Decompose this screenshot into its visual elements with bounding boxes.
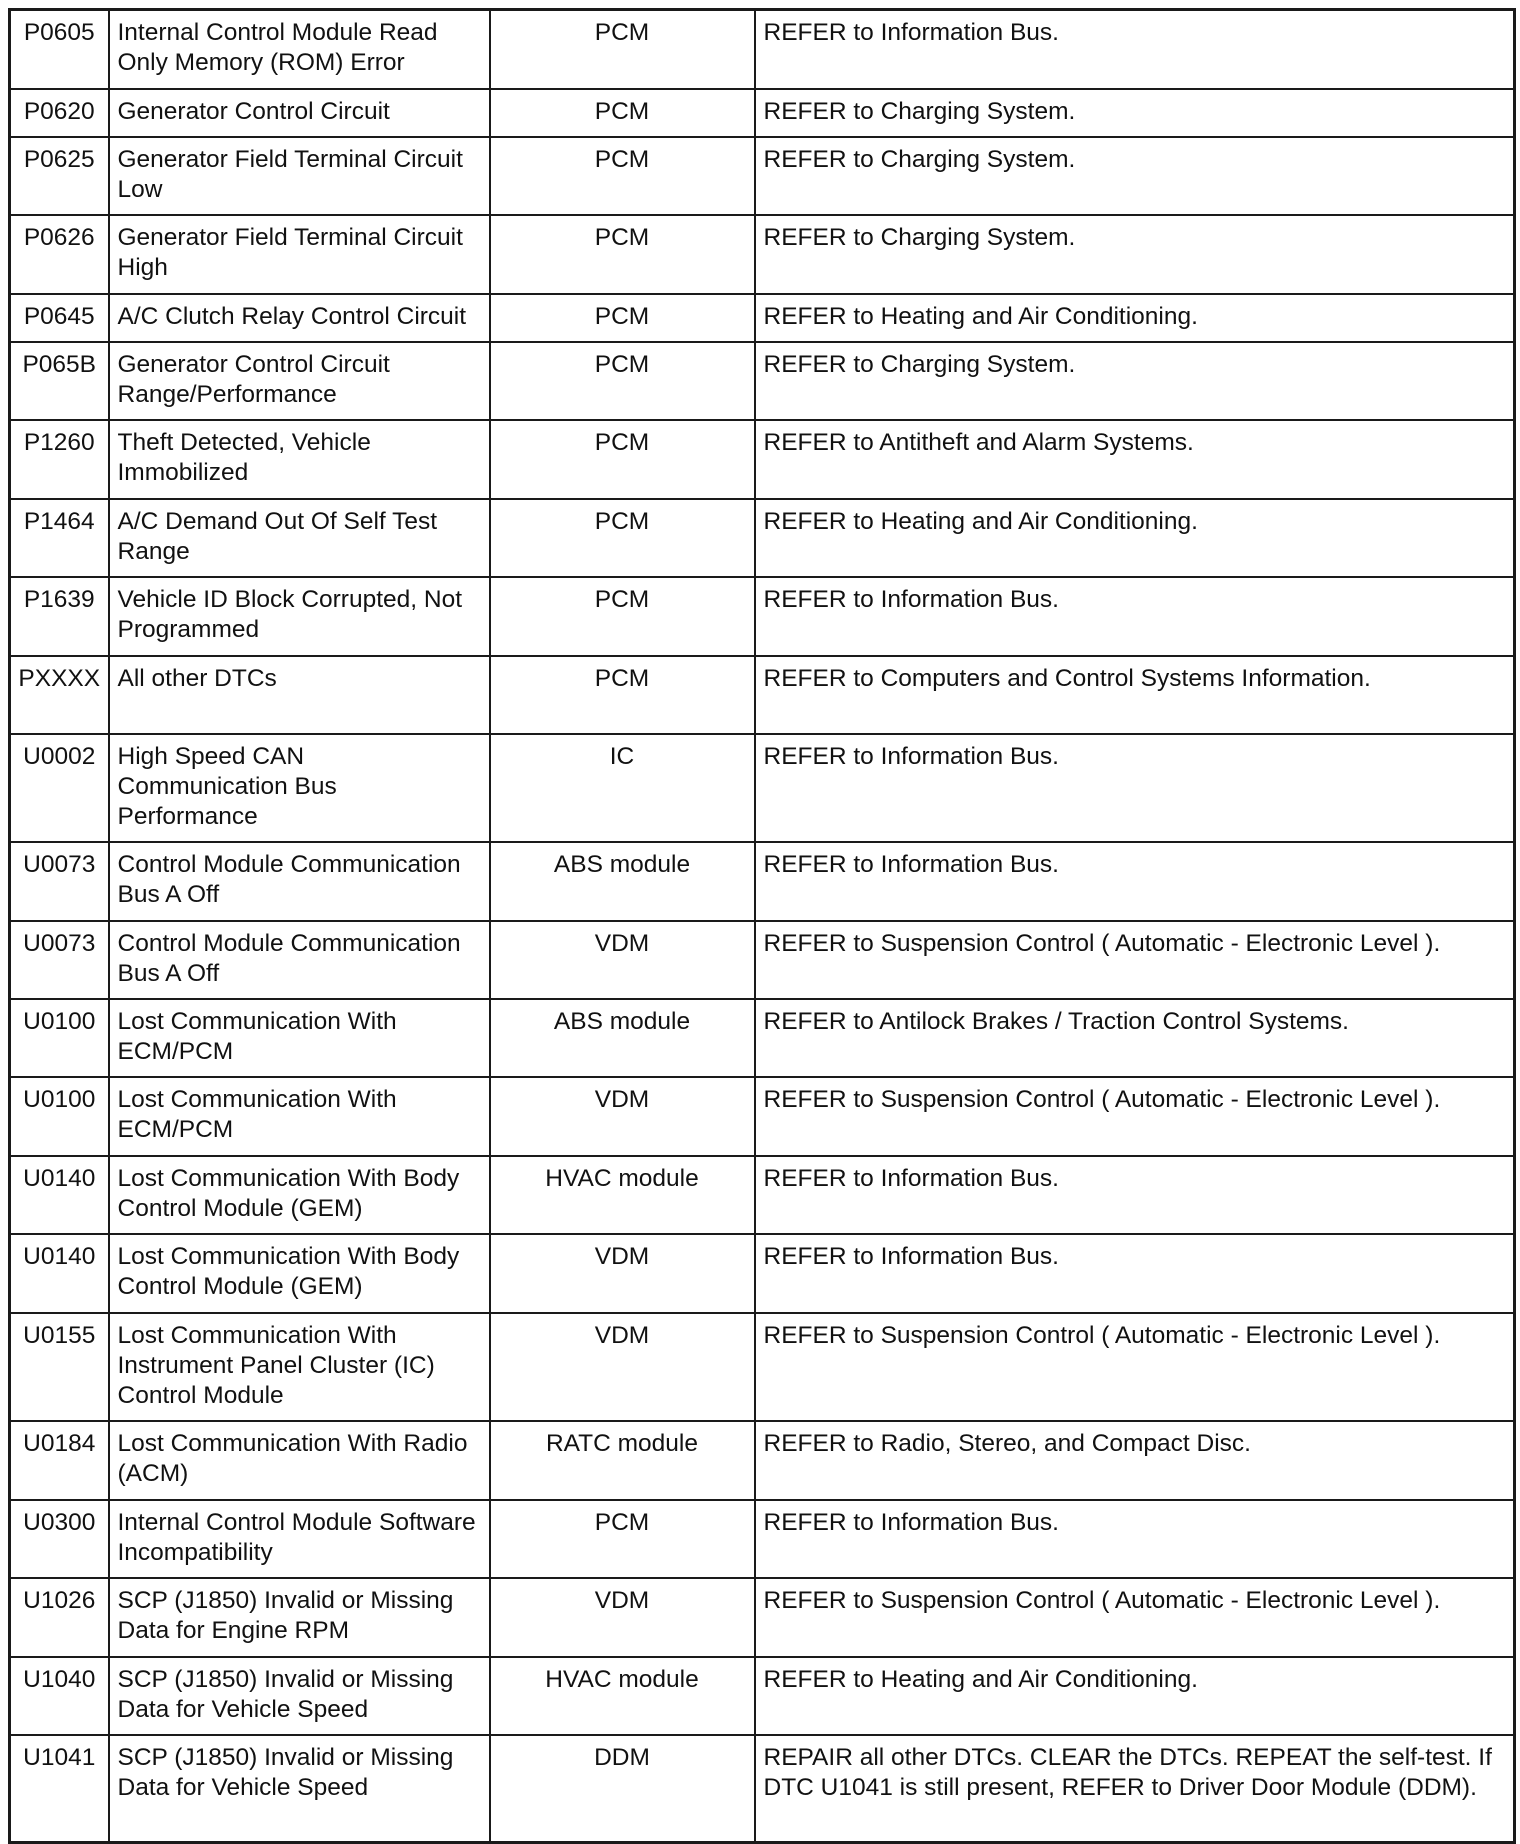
dtc-code: P1464 — [10, 499, 109, 577]
dtc-action: REFER to Heating and Air Conditioning. — [755, 499, 1515, 577]
dtc-module: PCM — [490, 420, 755, 499]
table-row — [10, 215, 1515, 294]
dtc-action: REFER to Heating and Air Conditioning. — [755, 1657, 1515, 1735]
dtc-module: PCM — [490, 215, 755, 294]
dtc-code: PXXXX — [10, 656, 109, 734]
dtc-description: Lost Communication With Instrument Panel Cluster (IC) Control Module — [109, 1313, 490, 1421]
dtc-action: REFER to Heating and Air Conditioning. — [755, 294, 1515, 342]
dtc-description: Internal Control Module Software Incompatibility — [109, 1500, 490, 1578]
dtc-description: Generator Field Terminal Circuit Low — [109, 137, 490, 215]
dtc-description: Lost Communication With Radio (ACM) — [109, 1421, 490, 1500]
dtc-module: IC — [490, 734, 755, 842]
dtc-code: P0625 — [10, 137, 109, 215]
dtc-description: Generator Control Circuit — [109, 89, 490, 137]
dtc-description: Vehicle ID Block Corrupted, Not Programmed — [109, 577, 490, 656]
table-row — [10, 1657, 1515, 1735]
dtc-description: Lost Communication With ECM/PCM — [109, 1077, 490, 1156]
dtc-description: High Speed CAN Communication Bus Performance — [109, 734, 490, 842]
dtc-code: U0073 — [10, 921, 109, 999]
dtc-module: VDM — [490, 1578, 755, 1657]
dtc-module: PCM — [490, 137, 755, 215]
dtc-action: REFER to Suspension Control ( Automatic - Electronic Level ). — [755, 1578, 1515, 1657]
table-row — [10, 342, 1515, 420]
dtc-code: U0073 — [10, 842, 109, 921]
dtc-page — [8, 8, 1513, 1844]
dtc-code: U0002 — [10, 734, 109, 842]
dtc-code: U0100 — [10, 1077, 109, 1156]
table-row — [10, 842, 1515, 921]
table-row — [10, 89, 1515, 137]
dtc-module: HVAC module — [490, 1657, 755, 1735]
dtc-description: All other DTCs — [109, 656, 490, 734]
table-row — [10, 294, 1515, 342]
dtc-description: SCP (J1850) Invalid or Missing Data for Engine RPM — [109, 1578, 490, 1657]
dtc-code: U0140 — [10, 1156, 109, 1234]
dtc-description: Internal Control Module Read Only Memory (ROM) Error — [109, 10, 490, 89]
dtc-description: Generator Control Circuit Range/Performance — [109, 342, 490, 420]
table-row — [10, 656, 1515, 734]
dtc-module: RATC module — [490, 1421, 755, 1500]
table-row — [10, 1421, 1515, 1500]
dtc-module: VDM — [490, 1313, 755, 1421]
dtc-code: U0300 — [10, 1500, 109, 1578]
table-row — [10, 10, 1515, 89]
dtc-code: P1260 — [10, 420, 109, 499]
dtc-code: U0100 — [10, 999, 109, 1077]
dtc-action: REPAIR all other DTCs. CLEAR the DTCs. REPEAT the self-test. If DTC U1041 is still present, REFER to Driver Door Module (DDM). — [755, 1735, 1515, 1843]
dtc-description: SCP (J1850) Invalid or Missing Data for Vehicle Speed — [109, 1735, 490, 1843]
dtc-code: U0155 — [10, 1313, 109, 1421]
dtc-code: U0184 — [10, 1421, 109, 1500]
dtc-table — [8, 8, 1516, 1844]
dtc-module: PCM — [490, 499, 755, 577]
dtc-module: PCM — [490, 10, 755, 89]
dtc-description: A/C Clutch Relay Control Circuit — [109, 294, 490, 342]
dtc-action: REFER to Charging System. — [755, 89, 1515, 137]
table-row — [10, 1313, 1515, 1421]
dtc-code: P0645 — [10, 294, 109, 342]
dtc-action: REFER to Suspension Control ( Automatic - Electronic Level ). — [755, 1077, 1515, 1156]
dtc-description: Theft Detected, Vehicle Immobilized — [109, 420, 490, 499]
table-row — [10, 921, 1515, 999]
table-row — [10, 1077, 1515, 1156]
dtc-module: PCM — [490, 577, 755, 656]
dtc-action: REFER to Information Bus. — [755, 1500, 1515, 1578]
dtc-code: P0626 — [10, 215, 109, 294]
dtc-action: REFER to Information Bus. — [755, 1234, 1515, 1313]
table-row — [10, 420, 1515, 499]
dtc-module: VDM — [490, 1234, 755, 1313]
dtc-code: P0620 — [10, 89, 109, 137]
table-row — [10, 577, 1515, 656]
table-row — [10, 734, 1515, 842]
dtc-description: Lost Communication With Body Control Module (GEM) — [109, 1156, 490, 1234]
dtc-code: P0605 — [10, 10, 109, 89]
dtc-action: REFER to Antilock Brakes / Traction Control Systems. — [755, 999, 1515, 1077]
dtc-action: REFER to Charging System. — [755, 342, 1515, 420]
table-row — [10, 1735, 1515, 1843]
dtc-description: Lost Communication With ECM/PCM — [109, 999, 490, 1077]
dtc-description: Generator Field Terminal Circuit High — [109, 215, 490, 294]
dtc-module: ABS module — [490, 999, 755, 1077]
dtc-action: REFER to Suspension Control ( Automatic - Electronic Level ). — [755, 921, 1515, 999]
dtc-table-body — [10, 10, 1515, 1843]
dtc-description: SCP (J1850) Invalid or Missing Data for Vehicle Speed — [109, 1657, 490, 1735]
dtc-module: VDM — [490, 1077, 755, 1156]
table-row — [10, 1500, 1515, 1578]
dtc-action: REFER to Antitheft and Alarm Systems. — [755, 420, 1515, 499]
dtc-description: A/C Demand Out Of Self Test Range — [109, 499, 490, 577]
dtc-action: REFER to Information Bus. — [755, 842, 1515, 921]
dtc-code: U1026 — [10, 1578, 109, 1657]
dtc-module: DDM — [490, 1735, 755, 1843]
dtc-code: U1040 — [10, 1657, 109, 1735]
dtc-code: P1639 — [10, 577, 109, 656]
dtc-action: REFER to Information Bus. — [755, 734, 1515, 842]
dtc-description: Control Module Communication Bus A Off — [109, 921, 490, 999]
dtc-module: PCM — [490, 656, 755, 734]
dtc-module: HVAC module — [490, 1156, 755, 1234]
table-row — [10, 1578, 1515, 1657]
dtc-code: P065B — [10, 342, 109, 420]
dtc-description: Lost Communication With Body Control Module (GEM) — [109, 1234, 490, 1313]
table-row — [10, 999, 1515, 1077]
dtc-action: REFER to Charging System. — [755, 215, 1515, 294]
dtc-module: PCM — [490, 1500, 755, 1578]
dtc-action: REFER to Computers and Control Systems Information. — [755, 656, 1515, 734]
dtc-code: U1041 — [10, 1735, 109, 1843]
table-row — [10, 1234, 1515, 1313]
table-row — [10, 137, 1515, 215]
dtc-module: PCM — [490, 342, 755, 420]
dtc-module: VDM — [490, 921, 755, 999]
dtc-action: REFER to Suspension Control ( Automatic - Electronic Level ). — [755, 1313, 1515, 1421]
dtc-module: PCM — [490, 294, 755, 342]
dtc-module: ABS module — [490, 842, 755, 921]
table-row — [10, 499, 1515, 577]
dtc-action: REFER to Radio, Stereo, and Compact Disc. — [755, 1421, 1515, 1500]
table-row — [10, 1156, 1515, 1234]
dtc-action: REFER to Information Bus. — [755, 577, 1515, 656]
dtc-description: Control Module Communication Bus A Off — [109, 842, 490, 921]
dtc-action: REFER to Information Bus. — [755, 1156, 1515, 1234]
dtc-action: REFER to Information Bus. — [755, 10, 1515, 89]
dtc-code: U0140 — [10, 1234, 109, 1313]
dtc-action: REFER to Charging System. — [755, 137, 1515, 215]
dtc-module: PCM — [490, 89, 755, 137]
